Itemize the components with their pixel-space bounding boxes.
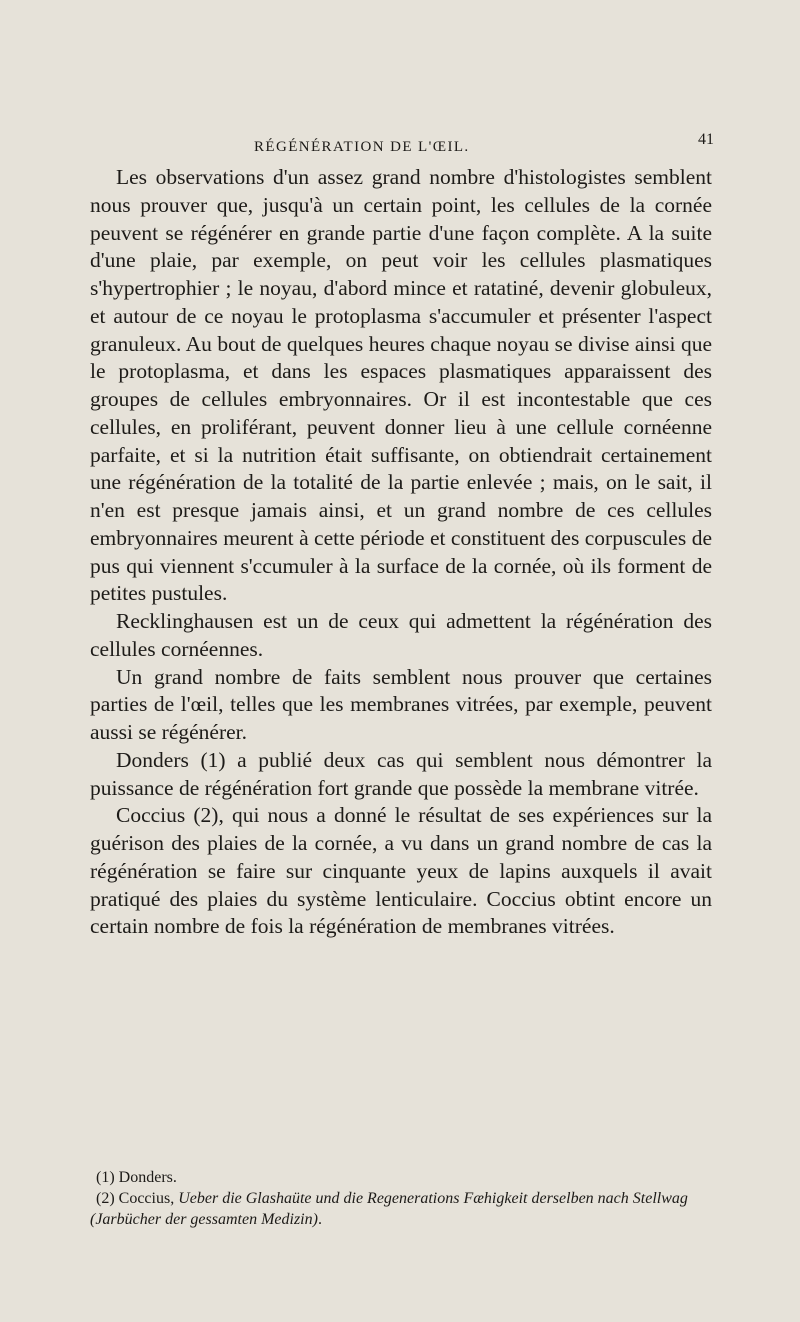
page-number: 41 — [698, 131, 714, 148]
paragraph-recklinghausen: Recklinghausen est un de ceux qui admettent la régénération des cellules cornéennes. — [90, 609, 712, 661]
paragraph-coccius: Coccius (2), qui nous a donné le résultat de ses expériences sur la guérison des plaies de la cornée, a vu dans un grand nombre de cas la régénération se faire sur cinquante yeux de lapins auxquels il avait pratiqué des plaies du système lenticulaire. Coccius obtint encore un certain nombre de fois la régénération de membranes vitrées. — [90, 803, 712, 939]
footnote-1: (1) Donders. — [96, 1169, 177, 1186]
body-text — [90, 164, 712, 941]
footnote-2-suffix: . — [317, 1211, 322, 1228]
footnotes — [90, 1167, 712, 1230]
paragraph-faits: Un grand nombre de faits semblent nous prouver que certaines parties de l'œil, telles que les membranes vitrées, par exemple, peuvent aussi se régénérer. — [90, 664, 712, 744]
footnote-2-title: Ueber die Glashaüte und die Regenerations Fæhigkeit derselben nach Stellwag (Jarbücher der gessamten Medizin) — [90, 1190, 688, 1228]
running-header — [254, 131, 714, 165]
running-title: RÉGÉNÉRATION DE L'ŒIL. — [254, 139, 470, 155]
footnote-2 — [90, 1188, 712, 1230]
paragraph-observations: Les observations d'un assez grand nombre d'histologistes semblent nous prouver que, jusqu'à un certain point, les cellules de la cornée peuvent se régénérer en grande partie d'une façon complète. A la suite d'une plaie, par exemple, on peut voir les cellules plasmatiques s'hypertrophier ; le noyau, d'abord mince et ratatiné, devenir globuleux, et autour de ce noyau le protoplasma s'accumuler et présenter l'aspect granuleux. Au bout de quelques heures chaque noyau se divise ainsi que le protoplasma, et dans les espaces plasmatiques apparaissent des groupes de cellules embryonnaires. Or il est incontestable que ces cellules, en proliférant, peuvent donner lieu à une cellule cornéenne parfaite, et si la nutrition était suffisante, on obtiendrait certainement une régénération de la totalité de la partie enlevée ; mais, on le sait, il n'en est presque jamais ainsi, et un grand nombre de ces cellules embryonnaires meurent à cette période et constituent des corpuscules de pus qui viennent s'ccumuler à la surface de la cornée, où ils forment de petites pustules. — [90, 165, 712, 606]
footnote-2-prefix: (2) Coccius, — [96, 1190, 179, 1207]
paragraph-donders: Donders (1) a publié deux cas qui semblent nous démontrer la puissance de régénération fort grande que possède la membrane vitrée. — [90, 747, 712, 800]
